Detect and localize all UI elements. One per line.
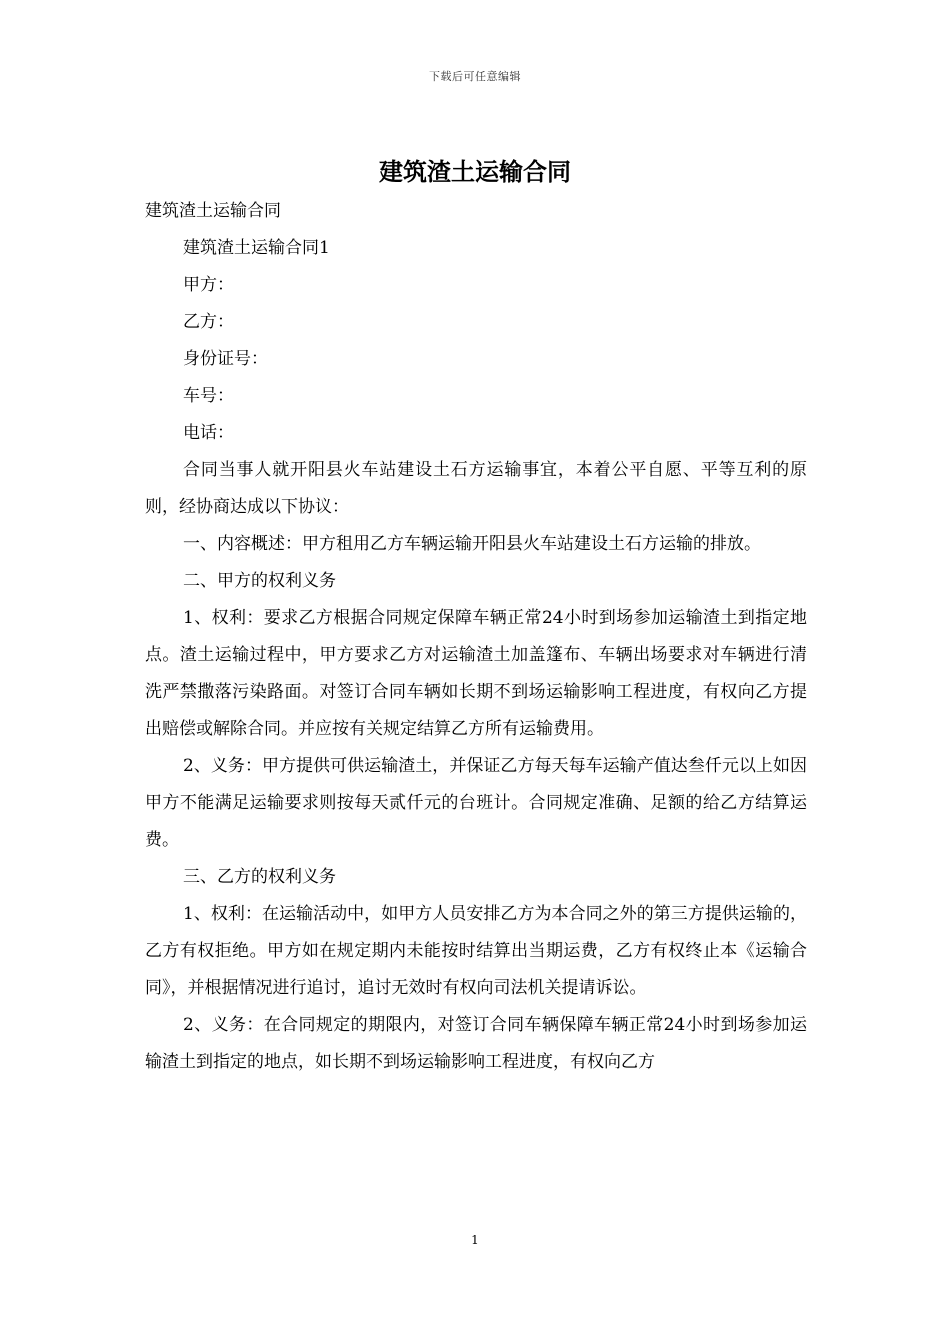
- paragraph-party-a-obligations: 2、义务：甲方提供可供运输渣土，并保证乙方每天每车运输产值达叁仟元以上如因甲方不能满足运输要求则按每天贰仟元的台班计。合同规定准确、足额的给乙方结算运费。: [145, 756, 807, 850]
- paragraph-party-b-obligations: 2、义务：在合同规定的期限内，对签订合同车辆保障车辆正常24小时到场参加运输渣土到指定的地点，如长期不到场运输影响工程进度，有权向乙方: [145, 1015, 807, 1072]
- field-party-b: 乙方：: [183, 312, 234, 332]
- field-vehicle-number: 车号：: [183, 386, 234, 406]
- paragraph-party-a-rights: 1、权利：要求乙方根据合同规定保障车辆正常24小时到场参加运输渣土到指定地点。渣土运输过程中，甲方要求乙方对运输渣土加盖篷布、车辆出场要求对车辆进行清洗严禁撒落污染路面。对签订合同车辆如长期不到场运输影响工程进度，有权向乙方提出赔偿或解除合同。并应按有关规定结算乙方所有运输费用。: [145, 608, 807, 739]
- paragraph-subheading: 建筑渣土运输合同1: [183, 238, 330, 258]
- document-body: [145, 193, 807, 1081]
- field-id-number: 身份证号：: [183, 349, 268, 369]
- section-heading-party-b: 三、乙方的权利义务: [183, 867, 336, 887]
- paragraph-heading: 建筑渣土运输合同: [145, 201, 281, 221]
- section-heading-party-a: 二、甲方的权利义务: [183, 571, 336, 591]
- paragraph-party-b-rights: 1、权利：在运输活动中，如甲方人员安排乙方为本合同之外的第三方提供运输的，乙方有权拒绝。甲方如在规定期内未能按时结算出当期运费，乙方有权终止本《运输合同》，并根据情况进行追讨，追讨无效时有权向司法机关提请诉讼。: [145, 904, 807, 998]
- document-title: 建筑渣土运输合同: [379, 157, 571, 186]
- field-phone: 电话：: [183, 423, 234, 443]
- page-number: 1: [471, 1233, 479, 1247]
- paragraph-preamble: 合同当事人就开阳县火车站建设土石方运输事宜，本着公平自愿、平等互利的原则，经协商达成以下协议：: [145, 460, 807, 517]
- paragraph-section-1: 一、内容概述：甲方租用乙方车辆运输开阳县火车站建设土石方运输的排放。: [183, 534, 761, 554]
- page-header-note: 下载后可任意编辑: [429, 70, 521, 83]
- field-party-a: 甲方：: [183, 275, 234, 295]
